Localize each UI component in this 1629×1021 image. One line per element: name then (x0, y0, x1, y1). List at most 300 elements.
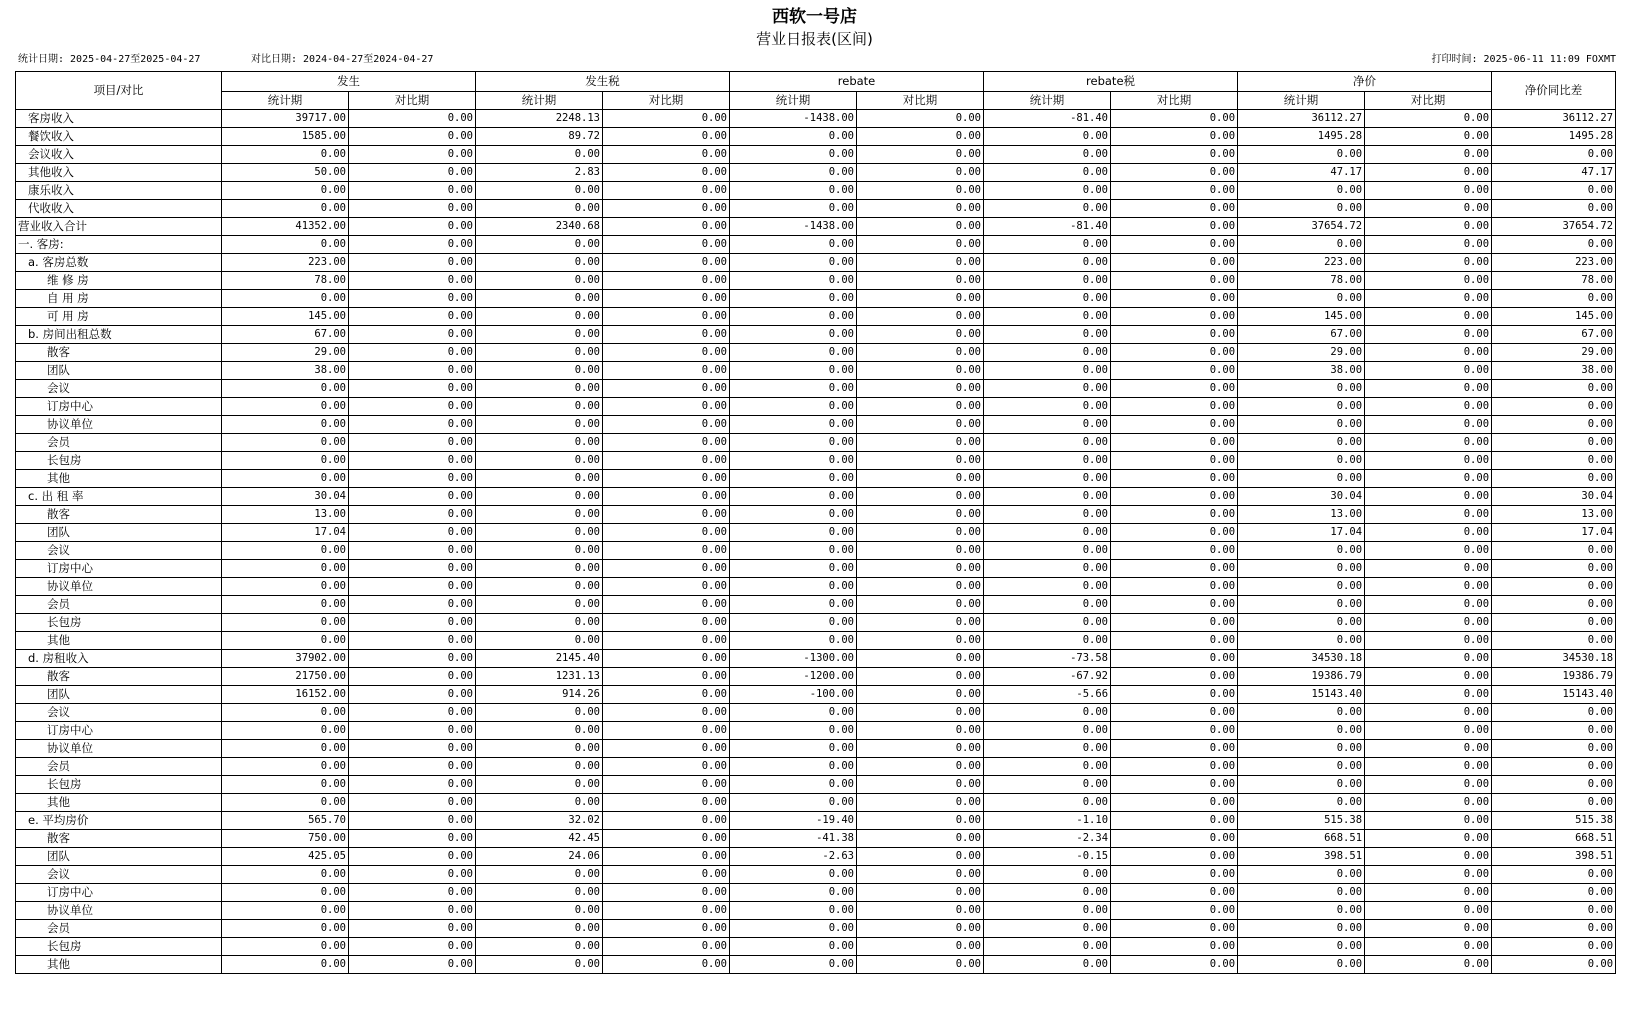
row-label: 长包房 (16, 452, 222, 470)
value-cell: 37902.00 (222, 650, 349, 668)
value-cell: 29.00 (1238, 344, 1365, 362)
table-row (16, 200, 1616, 218)
table-row (16, 830, 1616, 848)
value-cell: 0.00 (476, 272, 603, 290)
row-label: 营业收入合计 (16, 218, 222, 236)
row-label: b. 房间出租总数 (16, 326, 222, 344)
value-cell: -0.15 (984, 848, 1111, 866)
value-cell: -100.00 (730, 686, 857, 704)
table-row (16, 452, 1616, 470)
value-cell: 0.00 (1365, 902, 1492, 920)
value-cell: 0.00 (603, 884, 730, 902)
value-cell: 19386.79 (1492, 668, 1616, 686)
value-cell: 0.00 (603, 200, 730, 218)
value-cell: 0.00 (857, 578, 984, 596)
row-label: 团队 (16, 524, 222, 542)
value-cell: 0.00 (1238, 758, 1365, 776)
value-cell: -81.40 (984, 218, 1111, 236)
row-label: c. 出 租 率 (16, 488, 222, 506)
sub-header: 对比期 (1365, 92, 1492, 110)
value-cell: 0.00 (1492, 758, 1616, 776)
value-cell: 0.00 (730, 488, 857, 506)
value-cell: 425.05 (222, 848, 349, 866)
row-label: 会议 (16, 866, 222, 884)
table-row (16, 650, 1616, 668)
value-cell: 0.00 (1111, 506, 1238, 524)
value-cell: 0.00 (603, 614, 730, 632)
value-cell: 0.00 (349, 416, 476, 434)
value-cell: 0.00 (1365, 920, 1492, 938)
value-cell: 0.00 (603, 632, 730, 650)
value-cell: 2248.13 (476, 110, 603, 128)
value-cell: 0.00 (857, 686, 984, 704)
value-cell: 0.00 (857, 794, 984, 812)
value-cell: 0.00 (730, 128, 857, 146)
compare-period: 对比日期: 2024-04-27至2024-04-27 (251, 54, 434, 65)
report-subtitle: 营业日报表(区间) (756, 30, 873, 48)
value-cell: 78.00 (1238, 272, 1365, 290)
row-label: 其他 (16, 470, 222, 488)
value-cell: 0.00 (1111, 326, 1238, 344)
value-cell: 0.00 (1238, 740, 1365, 758)
value-cell: 0.00 (730, 470, 857, 488)
value-cell: 0.00 (222, 416, 349, 434)
group-header: rebate (730, 72, 984, 92)
value-cell: 0.00 (1111, 776, 1238, 794)
value-cell: 1585.00 (222, 128, 349, 146)
sub-header: 统计期 (984, 92, 1111, 110)
value-cell: 0.00 (349, 668, 476, 686)
value-cell: 0.00 (349, 740, 476, 758)
table-row (16, 632, 1616, 650)
value-cell: 145.00 (222, 308, 349, 326)
value-cell: 0.00 (1365, 362, 1492, 380)
value-cell: 0.00 (603, 524, 730, 542)
value-cell: 0.00 (1365, 632, 1492, 650)
value-cell: 0.00 (857, 560, 984, 578)
value-cell: 668.51 (1238, 830, 1365, 848)
row-label: 订房中心 (16, 560, 222, 578)
row-label: 一. 客房: (16, 236, 222, 254)
table-row (16, 758, 1616, 776)
value-cell: 0.00 (1238, 902, 1365, 920)
table-row (16, 398, 1616, 416)
value-cell: 0.00 (857, 704, 984, 722)
value-cell: 0.00 (1111, 182, 1238, 200)
value-cell: 0.00 (603, 938, 730, 956)
value-cell: 0.00 (1492, 704, 1616, 722)
table-row (16, 344, 1616, 362)
value-cell: -1300.00 (730, 650, 857, 668)
table-row (16, 686, 1616, 704)
value-cell: 0.00 (603, 668, 730, 686)
value-cell: 0.00 (349, 542, 476, 560)
value-cell: 914.26 (476, 686, 603, 704)
value-cell: 0.00 (1111, 866, 1238, 884)
value-cell: 30.04 (1492, 488, 1616, 506)
row-label: 餐饮收入 (16, 128, 222, 146)
value-cell: 0.00 (1238, 956, 1365, 974)
value-cell: 0.00 (603, 542, 730, 560)
value-cell: 0.00 (984, 416, 1111, 434)
row-label: 会员 (16, 758, 222, 776)
value-cell: 0.00 (1492, 596, 1616, 614)
row-label: 其他 (16, 794, 222, 812)
value-cell: 0.00 (603, 380, 730, 398)
value-cell: 0.00 (730, 524, 857, 542)
value-cell: 0.00 (222, 398, 349, 416)
value-cell: 2340.68 (476, 218, 603, 236)
table-row (16, 380, 1616, 398)
value-cell: 0.00 (1365, 110, 1492, 128)
value-cell: 0.00 (349, 434, 476, 452)
value-cell: 0.00 (476, 344, 603, 362)
value-cell: 0.00 (603, 794, 730, 812)
value-cell: 37654.72 (1238, 218, 1365, 236)
value-cell: 0.00 (984, 614, 1111, 632)
value-cell: 21750.00 (222, 668, 349, 686)
value-cell: 0.00 (730, 434, 857, 452)
value-cell: 30.04 (222, 488, 349, 506)
value-cell: 0.00 (222, 632, 349, 650)
row-label: 长包房 (16, 776, 222, 794)
value-cell: 0.00 (730, 506, 857, 524)
table-row (16, 434, 1616, 452)
value-cell: 0.00 (603, 488, 730, 506)
value-cell: 0.00 (984, 398, 1111, 416)
value-cell: 0.00 (349, 362, 476, 380)
value-cell: 13.00 (222, 506, 349, 524)
value-cell: 0.00 (603, 758, 730, 776)
value-cell: 0.00 (349, 578, 476, 596)
value-cell: 0.00 (1365, 200, 1492, 218)
value-cell: 0.00 (222, 956, 349, 974)
value-cell: 0.00 (984, 434, 1111, 452)
value-cell: 0.00 (349, 794, 476, 812)
value-cell: 0.00 (603, 146, 730, 164)
value-cell: 15143.40 (1238, 686, 1365, 704)
value-cell: 67.00 (222, 326, 349, 344)
value-cell: 0.00 (1238, 632, 1365, 650)
value-cell: 0.00 (1492, 146, 1616, 164)
value-cell: 0.00 (730, 740, 857, 758)
value-cell: 0.00 (222, 704, 349, 722)
value-cell: 0.00 (603, 920, 730, 938)
group-header: 发生税 (476, 72, 730, 92)
table-row (16, 506, 1616, 524)
value-cell: 0.00 (603, 686, 730, 704)
value-cell: 0.00 (1238, 938, 1365, 956)
value-cell: 0.00 (1111, 704, 1238, 722)
value-cell: 0.00 (603, 812, 730, 830)
value-cell: 0.00 (1492, 542, 1616, 560)
value-cell: 0.00 (603, 866, 730, 884)
value-cell: 0.00 (1238, 200, 1365, 218)
value-cell: 36112.27 (1492, 110, 1616, 128)
table-row (16, 938, 1616, 956)
value-cell: 0.00 (1238, 470, 1365, 488)
value-cell: 0.00 (857, 380, 984, 398)
value-cell: 0.00 (857, 866, 984, 884)
value-cell: 0.00 (476, 578, 603, 596)
value-cell: 0.00 (1111, 794, 1238, 812)
value-cell: 0.00 (1238, 596, 1365, 614)
value-cell: 0.00 (984, 254, 1111, 272)
value-cell: 0.00 (1238, 704, 1365, 722)
value-cell: 0.00 (349, 344, 476, 362)
value-cell: -81.40 (984, 110, 1111, 128)
value-cell: 32.02 (476, 812, 603, 830)
value-cell: 0.00 (222, 560, 349, 578)
value-cell: 0.00 (476, 560, 603, 578)
value-cell: 0.00 (1111, 812, 1238, 830)
row-label: 散客 (16, 506, 222, 524)
value-cell: 0.00 (222, 290, 349, 308)
value-cell: 0.00 (1111, 164, 1238, 182)
table-row (16, 182, 1616, 200)
value-cell: 565.70 (222, 812, 349, 830)
value-cell: 0.00 (1365, 182, 1492, 200)
value-cell: 36112.27 (1238, 110, 1365, 128)
value-cell: 0.00 (984, 740, 1111, 758)
value-cell: 0.00 (984, 200, 1111, 218)
value-cell: 0.00 (1111, 200, 1238, 218)
value-cell: 0.00 (1111, 668, 1238, 686)
table-row (16, 704, 1616, 722)
sub-header: 对比期 (1111, 92, 1238, 110)
row-label: 订房中心 (16, 398, 222, 416)
value-cell: 0.00 (1492, 560, 1616, 578)
value-cell: 0.00 (1365, 596, 1492, 614)
value-cell: 0.00 (984, 308, 1111, 326)
value-cell: 0.00 (1111, 740, 1238, 758)
value-cell: 0.00 (1492, 380, 1616, 398)
value-cell: 0.00 (984, 488, 1111, 506)
value-cell: 0.00 (603, 218, 730, 236)
value-cell: 0.00 (1111, 362, 1238, 380)
value-cell: 0.00 (1111, 758, 1238, 776)
value-cell: 0.00 (1365, 326, 1492, 344)
value-cell: 0.00 (1238, 578, 1365, 596)
value-cell: 0.00 (1238, 236, 1365, 254)
value-cell: 0.00 (603, 776, 730, 794)
row-label: 会议 (16, 704, 222, 722)
value-cell: 0.00 (603, 596, 730, 614)
value-cell: 0.00 (1238, 380, 1365, 398)
value-cell: 0.00 (1492, 578, 1616, 596)
table-row (16, 848, 1616, 866)
value-cell: 0.00 (984, 632, 1111, 650)
value-cell: 0.00 (1365, 866, 1492, 884)
value-cell: 0.00 (730, 380, 857, 398)
value-cell: 0.00 (730, 416, 857, 434)
value-cell: 0.00 (222, 146, 349, 164)
table-row (16, 128, 1616, 146)
value-cell: 0.00 (730, 254, 857, 272)
value-cell: 0.00 (222, 758, 349, 776)
table-row (16, 866, 1616, 884)
row-label: 团队 (16, 848, 222, 866)
value-cell: 0.00 (349, 200, 476, 218)
value-cell: 0.00 (984, 596, 1111, 614)
value-cell: 668.51 (1492, 830, 1616, 848)
value-cell: 0.00 (984, 884, 1111, 902)
value-cell: 0.00 (1111, 722, 1238, 740)
value-cell: 0.00 (730, 920, 857, 938)
sub-header: 对比期 (603, 92, 730, 110)
value-cell: 0.00 (857, 218, 984, 236)
value-cell: 515.38 (1492, 812, 1616, 830)
value-cell: 17.04 (1492, 524, 1616, 542)
value-cell: 0.00 (1111, 434, 1238, 452)
row-label: 会员 (16, 434, 222, 452)
value-cell: 0.00 (349, 758, 476, 776)
value-cell: 47.17 (1238, 164, 1365, 182)
value-cell: 0.00 (1111, 380, 1238, 398)
value-cell: 0.00 (349, 380, 476, 398)
value-cell: 0.00 (730, 272, 857, 290)
value-cell: 0.00 (1365, 452, 1492, 470)
value-cell: 0.00 (349, 398, 476, 416)
table-row (16, 614, 1616, 632)
value-cell: 41352.00 (222, 218, 349, 236)
value-cell: 0.00 (603, 506, 730, 524)
value-cell: 0.00 (603, 578, 730, 596)
value-cell: 0.00 (349, 866, 476, 884)
value-cell: 0.00 (349, 290, 476, 308)
value-cell: 0.00 (476, 866, 603, 884)
value-cell: 0.00 (1238, 398, 1365, 416)
value-cell: 0.00 (349, 506, 476, 524)
value-cell: 0.00 (730, 362, 857, 380)
value-cell: 0.00 (857, 416, 984, 434)
value-cell: 0.00 (1365, 128, 1492, 146)
value-cell: 0.00 (730, 776, 857, 794)
value-cell: 0.00 (476, 938, 603, 956)
value-cell: 0.00 (984, 920, 1111, 938)
value-cell: 0.00 (1365, 776, 1492, 794)
value-cell: 2.83 (476, 164, 603, 182)
value-cell: 0.00 (1111, 344, 1238, 362)
value-cell: 67.00 (1238, 326, 1365, 344)
value-cell: 0.00 (603, 308, 730, 326)
row-label: 可 用 房 (16, 308, 222, 326)
value-cell: 0.00 (730, 290, 857, 308)
table-row (16, 776, 1616, 794)
value-cell: 0.00 (222, 200, 349, 218)
value-cell: 0.00 (984, 956, 1111, 974)
value-cell: 0.00 (476, 524, 603, 542)
value-cell: 0.00 (984, 902, 1111, 920)
row-label: 协议单位 (16, 578, 222, 596)
value-cell: 0.00 (222, 794, 349, 812)
value-cell: 0.00 (984, 326, 1111, 344)
value-cell: 0.00 (857, 506, 984, 524)
value-cell: 0.00 (1111, 110, 1238, 128)
value-cell: 0.00 (1492, 866, 1616, 884)
value-cell: 0.00 (1365, 956, 1492, 974)
value-cell: 0.00 (730, 938, 857, 956)
value-cell: 0.00 (603, 902, 730, 920)
value-cell: 0.00 (349, 938, 476, 956)
value-cell: 0.00 (1111, 938, 1238, 956)
row-label: 自 用 房 (16, 290, 222, 308)
value-cell: 0.00 (1492, 470, 1616, 488)
value-cell: 0.00 (1365, 668, 1492, 686)
value-cell: 0.00 (603, 956, 730, 974)
table-row (16, 164, 1616, 182)
value-cell: 0.00 (857, 884, 984, 902)
value-cell: 16152.00 (222, 686, 349, 704)
value-cell: 0.00 (1492, 938, 1616, 956)
value-cell: 0.00 (1365, 812, 1492, 830)
value-cell: 0.00 (1365, 722, 1492, 740)
value-cell: 0.00 (1365, 524, 1492, 542)
value-cell: 0.00 (857, 470, 984, 488)
value-cell: 0.00 (222, 902, 349, 920)
row-label: 协议单位 (16, 740, 222, 758)
value-cell: 0.00 (1238, 182, 1365, 200)
header-row-groups (16, 72, 1616, 92)
value-cell: 0.00 (984, 452, 1111, 470)
value-cell: 0.00 (1111, 560, 1238, 578)
value-cell: -73.58 (984, 650, 1111, 668)
value-cell: 0.00 (857, 452, 984, 470)
value-cell: -1438.00 (730, 218, 857, 236)
value-cell: 0.00 (1365, 272, 1492, 290)
value-cell: 0.00 (730, 164, 857, 182)
value-cell: 1231.13 (476, 668, 603, 686)
value-cell: 0.00 (857, 758, 984, 776)
value-cell: 0.00 (984, 524, 1111, 542)
value-cell: 0.00 (984, 470, 1111, 488)
group-header: 发生 (222, 72, 476, 92)
row-label: 散客 (16, 668, 222, 686)
value-cell: 0.00 (349, 560, 476, 578)
value-cell: 0.00 (349, 956, 476, 974)
table-row (16, 920, 1616, 938)
value-cell: 0.00 (603, 182, 730, 200)
value-cell: -19.40 (730, 812, 857, 830)
value-cell: 0.00 (603, 830, 730, 848)
value-cell: 0.00 (1111, 398, 1238, 416)
value-cell: 0.00 (349, 614, 476, 632)
value-cell: 0.00 (476, 308, 603, 326)
value-cell: 0.00 (349, 236, 476, 254)
value-cell: 0.00 (349, 884, 476, 902)
value-cell: 0.00 (1111, 902, 1238, 920)
value-cell: 0.00 (1492, 884, 1616, 902)
row-label: 散客 (16, 344, 222, 362)
value-cell: 0.00 (1365, 470, 1492, 488)
value-cell: 0.00 (1492, 956, 1616, 974)
value-cell: 0.00 (984, 542, 1111, 560)
row-label: 长包房 (16, 614, 222, 632)
value-cell: 0.00 (857, 902, 984, 920)
value-cell: 0.00 (857, 308, 984, 326)
table-row (16, 812, 1616, 830)
value-cell: 0.00 (857, 650, 984, 668)
value-cell: 0.00 (1238, 866, 1365, 884)
value-cell: 0.00 (222, 578, 349, 596)
value-cell: 0.00 (1111, 596, 1238, 614)
value-cell: 0.00 (1238, 452, 1365, 470)
value-cell: 0.00 (476, 596, 603, 614)
value-cell: 0.00 (984, 128, 1111, 146)
value-cell: 0.00 (349, 164, 476, 182)
table-row (16, 542, 1616, 560)
value-cell: 0.00 (857, 272, 984, 290)
